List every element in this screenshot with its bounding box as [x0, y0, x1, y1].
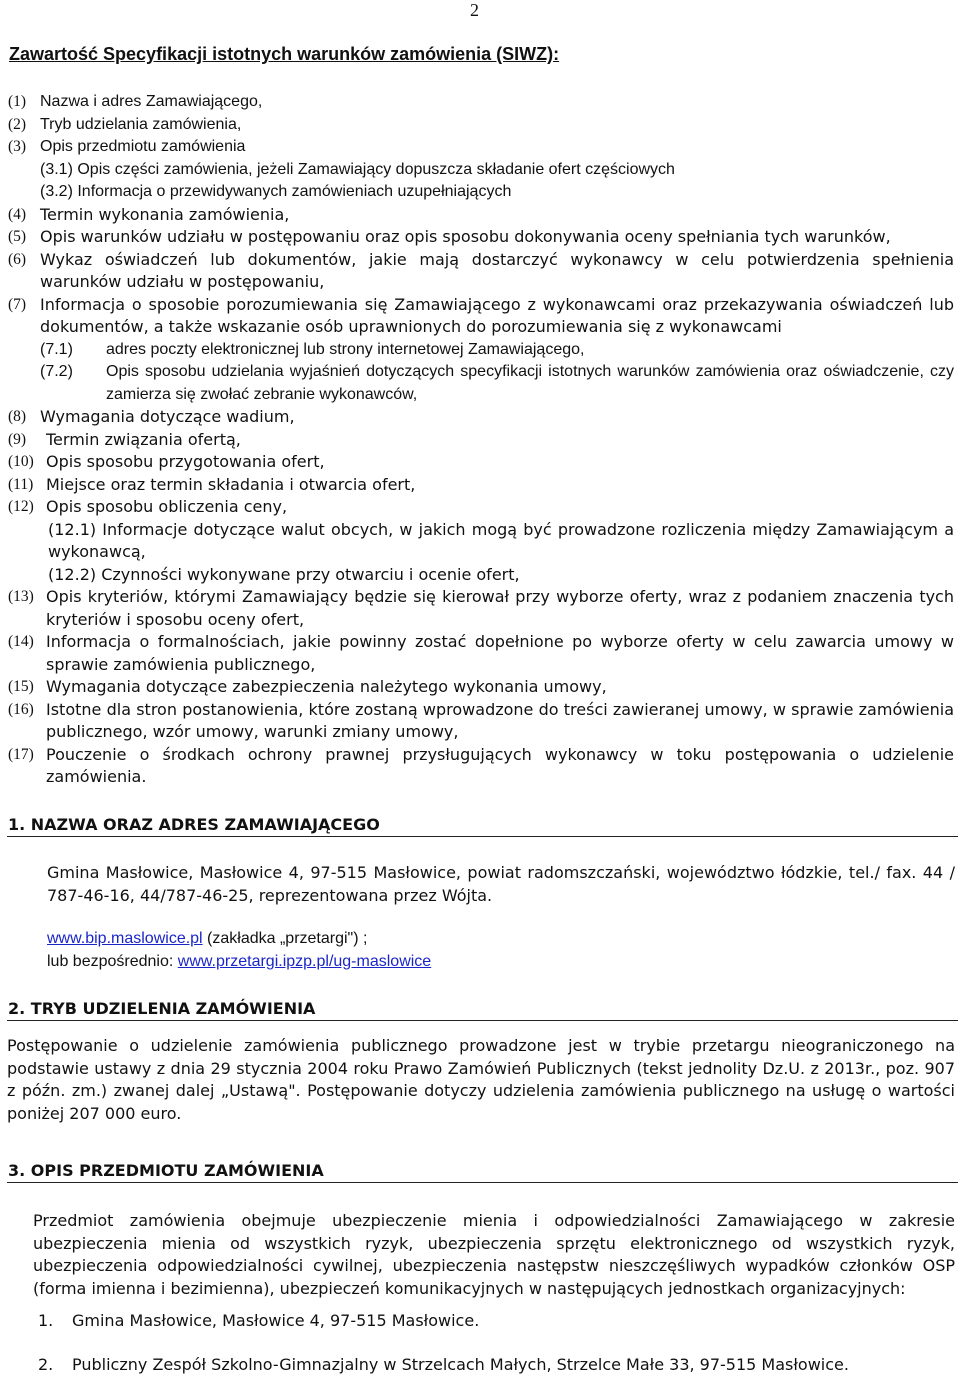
list-item: (4) Termin wykonania zamówienia, [8, 204, 290, 224]
unit-list-item: 1. Gmina Masłowice, Masłowice 4, 97-515 Masłowice. [38, 1311, 480, 1330]
address-paragraph: Gmina Masłowice, Masłowice 4, 97-515 Masłowice, powiat radomszczański, województwo łódzkie, tel./ fax. 44 / 787-46-16, 44/787-46-25, reprezentowana przez Wójta. [47, 863, 955, 905]
links-block: www.bip.maslowice.pl (zakładka „przetargi") ; lub bezpośrednio: www.przetargi.ipzp.pl/ug-maslowice [47, 930, 432, 970]
list-subitem: (3.1) Opis części zamówienia, jeżeli Zamawiający dopuszcza składanie ofert częściowych [40, 160, 675, 178]
list-item: (8) Wymagania dotyczące wadium, [8, 407, 295, 426]
list-item: (16) Istotne dla stron postanowienia, które zostaną wprowadzone do treści zawieranej umowy, w sprawie zamówienia publicznego, wzór umowy, warunki zmiany umowy, [8, 699, 954, 741]
list-item: (6) Wykaz oświadczeń lub dokumentów, jakie mają dostarczyć wykonawcy w celu potwierdzenia spełnienia warunków udziału w postępowaniu, [8, 249, 954, 291]
direct-label: lub bezpośrednio: [47, 952, 178, 970]
list-subitem: (12.2) Czynności wykonywane przy otwarciu i ocenie ofert, [48, 564, 520, 584]
procedure-paragraph: Postępowanie o udzielenie zamówienia publicznego prowadzone jest w trybie przetargu nieograniczonego na podstawie ustawy z dnia 29 stycznia 2004 roku Prawo Zamówień Publicznych (tekst jednolity Dz.U. z 2013r., poz. 907 z późn. zm.) zwanej dalej „Ustawą". Postępowanie dotyczy udzielenia zamówienia publicznego na usługę o wartości poniżej 207 000 euro. [7, 1036, 955, 1123]
list-item: (15) Wymagania dotyczące zabezpieczenia należytego wykonania umowy, [8, 677, 607, 696]
page-number: 2 [470, 0, 479, 20]
list-item: (1) Nazwa i adres Zamawiającego, [8, 93, 263, 110]
unit-list-item: 2. Publiczny Zespół Szkolno-Gimnazjalny w Strzelcach Małych, Strzelce Małe 33, 97-515 Masłowice. [38, 1355, 849, 1374]
list-item: (5) Opis warunków udziału w postępowaniu oraz opis sposobu dokonywania oceny spełniania tych warunków, [8, 227, 891, 246]
subject-paragraph: Przedmiot zamówienia obejmuje ubezpieczenie mienia i odpowiedzialności Zamawiającego w zakresie ubezpieczenia mienia od wszystkich ryzyk, ubezpieczenia sprzętu elektronicznego od wszystkich ryzyk, ubezpieczenia odpowiedzialności cywilnej, ubezpieczenia następstw nieszczęśliwych wypadków członków OSP (forma imienna i bezimienna), ubezpieczeń komunikacyjnych w następujących jednostkach organizacyjnych: [33, 1211, 955, 1298]
tender-link[interactable]: www.przetargi.ipzp.pl/ug-maslowice [177, 952, 432, 970]
list-subitem: (7.1) adres poczty elektronicznej lub strony internetowej Zamawiającego, [40, 340, 585, 358]
list-item: (2) Tryb udzielania zamówienia, [8, 115, 242, 133]
bip-link[interactable]: www.bip.maslowice.pl [47, 930, 203, 947]
list-item: (14) Informacja o formalnościach, jakie powinny zostać dopełnione po wyborze oferty w celu zawarcia umowy w sprawie zamówienia publicznego, [8, 632, 954, 674]
section-heading-2: 2. TRYB UDZIELENIA ZAMÓWIENIA [7, 998, 958, 1021]
list-subitem: (12.1) Informacje dotyczące walut obcych, w jakich mogą być prowadzone rozliczenia między Zamawiającym a wykonawcą, [48, 519, 954, 561]
list-item: (17) Pouczenie o środkach ochrony prawnej przysługujących wykonawcy w toku postępowania o udzielenie zamówienia. [8, 744, 954, 786]
list-subitem: (3.2) Informacja o przewidywanych zamówieniach uzupełniających [40, 183, 512, 200]
section-heading-3: 3. OPIS PRZEDMIOTU ZAMÓWIENIA [7, 1160, 958, 1183]
contents-list [8, 91, 954, 789]
list-item: (7) Informacja o sposobie porozumiewania się Zamawiającego z wykonawcami oraz przekazywania oświadczeń lub dokumentów, a także wskazanie osób uprawnionych do porozumiewania się z wykonawcami [8, 294, 954, 336]
list-item: (12) Opis sposobu obliczenia ceny, [8, 497, 288, 516]
list-item: (11) Miejsce oraz termin składania i otwarcia ofert, [8, 474, 416, 494]
list-item: (3) Opis przedmiotu zamówienia [8, 138, 246, 155]
list-item: (10) Opis sposobu przygotowania ofert, [8, 452, 325, 471]
list-item: (13) Opis kryteriów, którymi Zamawiający będzie się kierował przy wyborze oferty, wraz z podaniem znaczenia tych kryteriów i sposobu oceny ofert, [8, 587, 954, 629]
section-heading-1: 1. NAZWA ORAZ ADRES ZAMAWIAJĄCEGO [7, 814, 958, 837]
list-subitem: (7.2) Opis sposobu udzielania wyjaśnień dotyczących specyfikacji istotnych warunków zamówienia oraz oświadczenie, czy zamierza się zwołać zebranie wykonawców, [40, 363, 954, 403]
page-title: Zawartość Specyfikacji istotnych warunków zamówienia (SIWZ): [9, 44, 560, 64]
list-item: (9) Termin związania ofertą, [8, 429, 241, 449]
